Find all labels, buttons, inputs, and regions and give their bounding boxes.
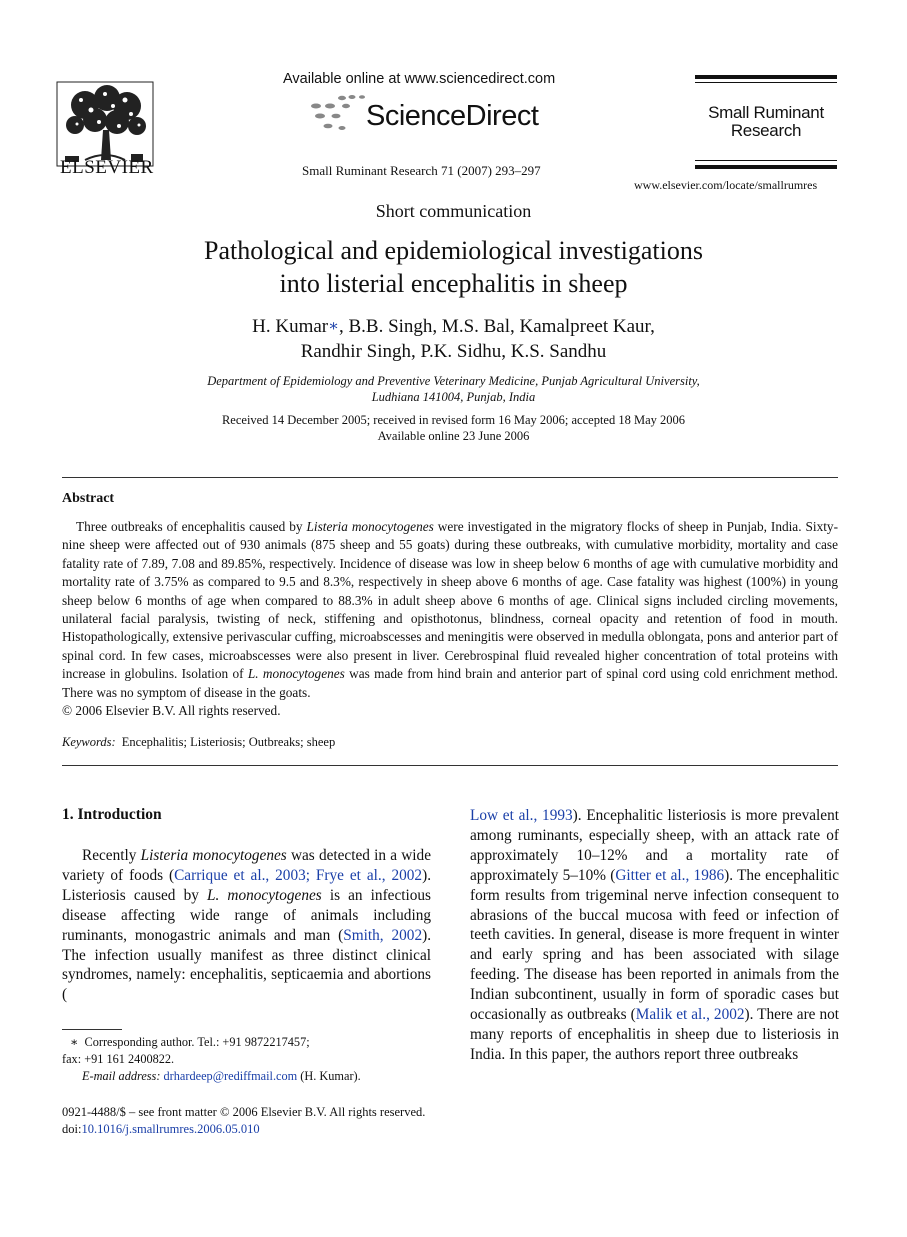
copyright: © 2006 Elsevier B.V. All rights reserved. — [62, 703, 281, 719]
intro-text: ). There are not many reports of encephalitis in sheep due to listeriosis in India. In this paper, the authors report three outbreaks — [470, 1006, 840, 1063]
species-name: L. monocytogenes — [247, 666, 345, 682]
keywords-list: Encephalitis; Listeriosis; Outbreaks; sheep — [121, 735, 336, 749]
affiliation — [0, 373, 907, 405]
affiliation-line2: Ludhiana 141004, Punjab, India — [371, 390, 536, 404]
intro-text: ). The encephalitic form results from trigeminal nerve infection consequent to abrasions of the buccal mucosa with feed or infection of teeth cavities. In general, disease is more frequent in winter and early spring and has been associated with silage feeding. The disease has been reported in animals from the Indian subcontinent, usually in form of sporadic cases but occasionally as outbreaks ( — [470, 866, 839, 1024]
doi-link[interactable]: 10.1016/j.smallrumres.2006.05.010 — [81, 1122, 260, 1136]
citation-link[interactable]: Malik et al., 2002 — [635, 1006, 745, 1024]
journal-rule-bottom — [695, 165, 837, 169]
available-date: Available online 23 June 2006 — [377, 429, 530, 443]
issn-line: 0921-4488/$ – see front matter © 2006 Elsevier B.V. All rights reserved. — [62, 1105, 426, 1119]
abstract-body — [62, 518, 838, 720]
abstract-heading: Abstract — [62, 491, 115, 506]
column-left — [62, 846, 431, 1005]
citation-link[interactable]: Smith, 2002 — [343, 926, 423, 944]
doi-label: doi: — [62, 1122, 82, 1136]
front-matter — [62, 1104, 425, 1138]
divider-top — [62, 477, 838, 478]
keywords-label: Keywords: — [62, 735, 116, 749]
section-heading-introduction: 1. Introduction — [62, 806, 162, 823]
journal-url-link[interactable]: www.elsevier.com/locate/smallrumres — [634, 178, 818, 192]
journal-title-line2: Research — [730, 121, 802, 140]
citation-link[interactable]: Low et al., 1993 — [470, 807, 573, 824]
citation-link[interactable]: Carrique et al., 2003; Frye et al., 2002 — [174, 866, 423, 884]
species-name: L. monocytogenes — [206, 886, 322, 904]
received-dates: Received 14 December 2005; received in revised form 16 May 2006; accepted 18 May 2006 — [221, 413, 686, 427]
column-right — [470, 806, 839, 1065]
journal-rule-bottom-thin — [695, 160, 837, 161]
title-line2: into listerial encephalitis in sheep — [279, 269, 628, 298]
journal-title — [695, 104, 837, 140]
species-name: Listeria monocytogenes — [306, 519, 434, 534]
article-type: Short communication — [375, 201, 532, 221]
intro-text: was detected in a wide variety of foods ( — [62, 847, 431, 884]
intro-text: ). Listeriosis caused by — [62, 866, 432, 904]
publisher-name: ELSEVIER — [60, 157, 154, 178]
journal-rule-top-thin — [695, 82, 837, 83]
authors-line2: Randhir Singh, P.K. Sidhu, K.S. Sandhu — [300, 341, 607, 362]
footnote-line1: Corresponding author. Tel.: +91 9872217457; — [84, 1035, 310, 1049]
article-dates — [0, 412, 907, 444]
intro-text: ). Encephalitic listeriosis is more prevalent among ruminants, especially sheep, with an attack rate of approximately 10–12% and a mortality rate of approximately 5–10% ( — [470, 807, 839, 884]
author-list — [0, 314, 907, 364]
article-title — [0, 234, 907, 300]
divider-bottom — [62, 765, 838, 766]
corresponding-author-link[interactable]: ∗ — [328, 318, 339, 335]
intro-text: is an infectious disease affecting wide range of animals including ruminants, monogastric animals and man ( — [62, 886, 431, 944]
intro-text: Recently — [82, 847, 141, 864]
abstract-text-3: was made from hind brain and anterior part of spinal cord using cold enrichment method. There was no symptom of disease in the goats. — [62, 666, 839, 700]
journal-rule-top — [695, 75, 837, 79]
affiliation-line1: Department of Epidemiology and Preventive Veterinary Medicine, Punjab Agricultural University, — [207, 374, 700, 388]
journal-title-line1: Small Ruminant — [708, 103, 824, 122]
journal-citation: Small Ruminant Research 71 (2007) 293–297 — [302, 163, 541, 178]
footnote-rule — [62, 1029, 122, 1030]
author-first: H. Kumar — [252, 316, 329, 337]
authors-line1-rest: , B.B. Singh, M.S. Bal, Kamalpreet Kaur, — [338, 316, 655, 337]
sciencedirect-wordmark: ScienceDirect — [366, 100, 539, 132]
email-link[interactable]: drhardeep@rediffmail.com — [163, 1069, 298, 1083]
abstract-text-1: Three outbreaks of encephalitis caused by — [76, 519, 307, 534]
email-label: E-mail address: — [82, 1069, 161, 1083]
citation-link[interactable]: Gitter et al., 1986 — [615, 866, 725, 884]
abstract-text-2: were investigated in the migratory flocks of sheep in Punjab, India. Sixty-nine sheep were affected out of 930 animals (875 sheep and 55 goats) during these outbreaks, with cumulative morbidity, mortality and case fatality rate of 7.89, 7.08 and 89.85%, respectively. Incidence of disease was low in sheep below 6 months of age with cumulative morbidity and mortality rate of 3.75% as compared to 9.5 and 8.3%, respectively in sheep above 6 months of age. Case fatality was highest (100%) in young sheep below 6 months of age when compared to 88.3% in adult sheep above 6 months of age. Clinical signs included circling movements, unilateral facial paralysis, twisting of neck, stiffening and opisthotonus, blindness, corneal opacity and retention of food in mouth. Histopathologically, extensive perivascular cuffing, microabscesses and meningitis were observed in medulla oblongata, pons and anterior part of spinal cord. In few cases, microabscesses were also present in liver. Cerebrospinal fluid revealed higher concentration of total proteins with increase in globulins. Isolation of — [62, 519, 839, 682]
footnote — [62, 1034, 442, 1085]
footnote-marker: ∗ — [70, 1035, 79, 1049]
sciencedirect-dots-icon — [308, 94, 366, 134]
intro-text: ). The infection usually manifest as three distinct clinical syndromes, namely: encephalitis, septicaemia and abortions ( — [62, 926, 432, 1004]
keywords — [62, 735, 335, 750]
footnote-line2: fax: +91 161 2400822. — [62, 1052, 175, 1066]
available-online-text[interactable]: Available online at www.sciencedirect.com — [283, 71, 556, 87]
title-line1: Pathological and epidemiological investigations — [204, 236, 703, 265]
email-suffix: (H. Kumar). — [297, 1069, 361, 1083]
species-name: Listeria monocytogenes — [140, 847, 287, 864]
